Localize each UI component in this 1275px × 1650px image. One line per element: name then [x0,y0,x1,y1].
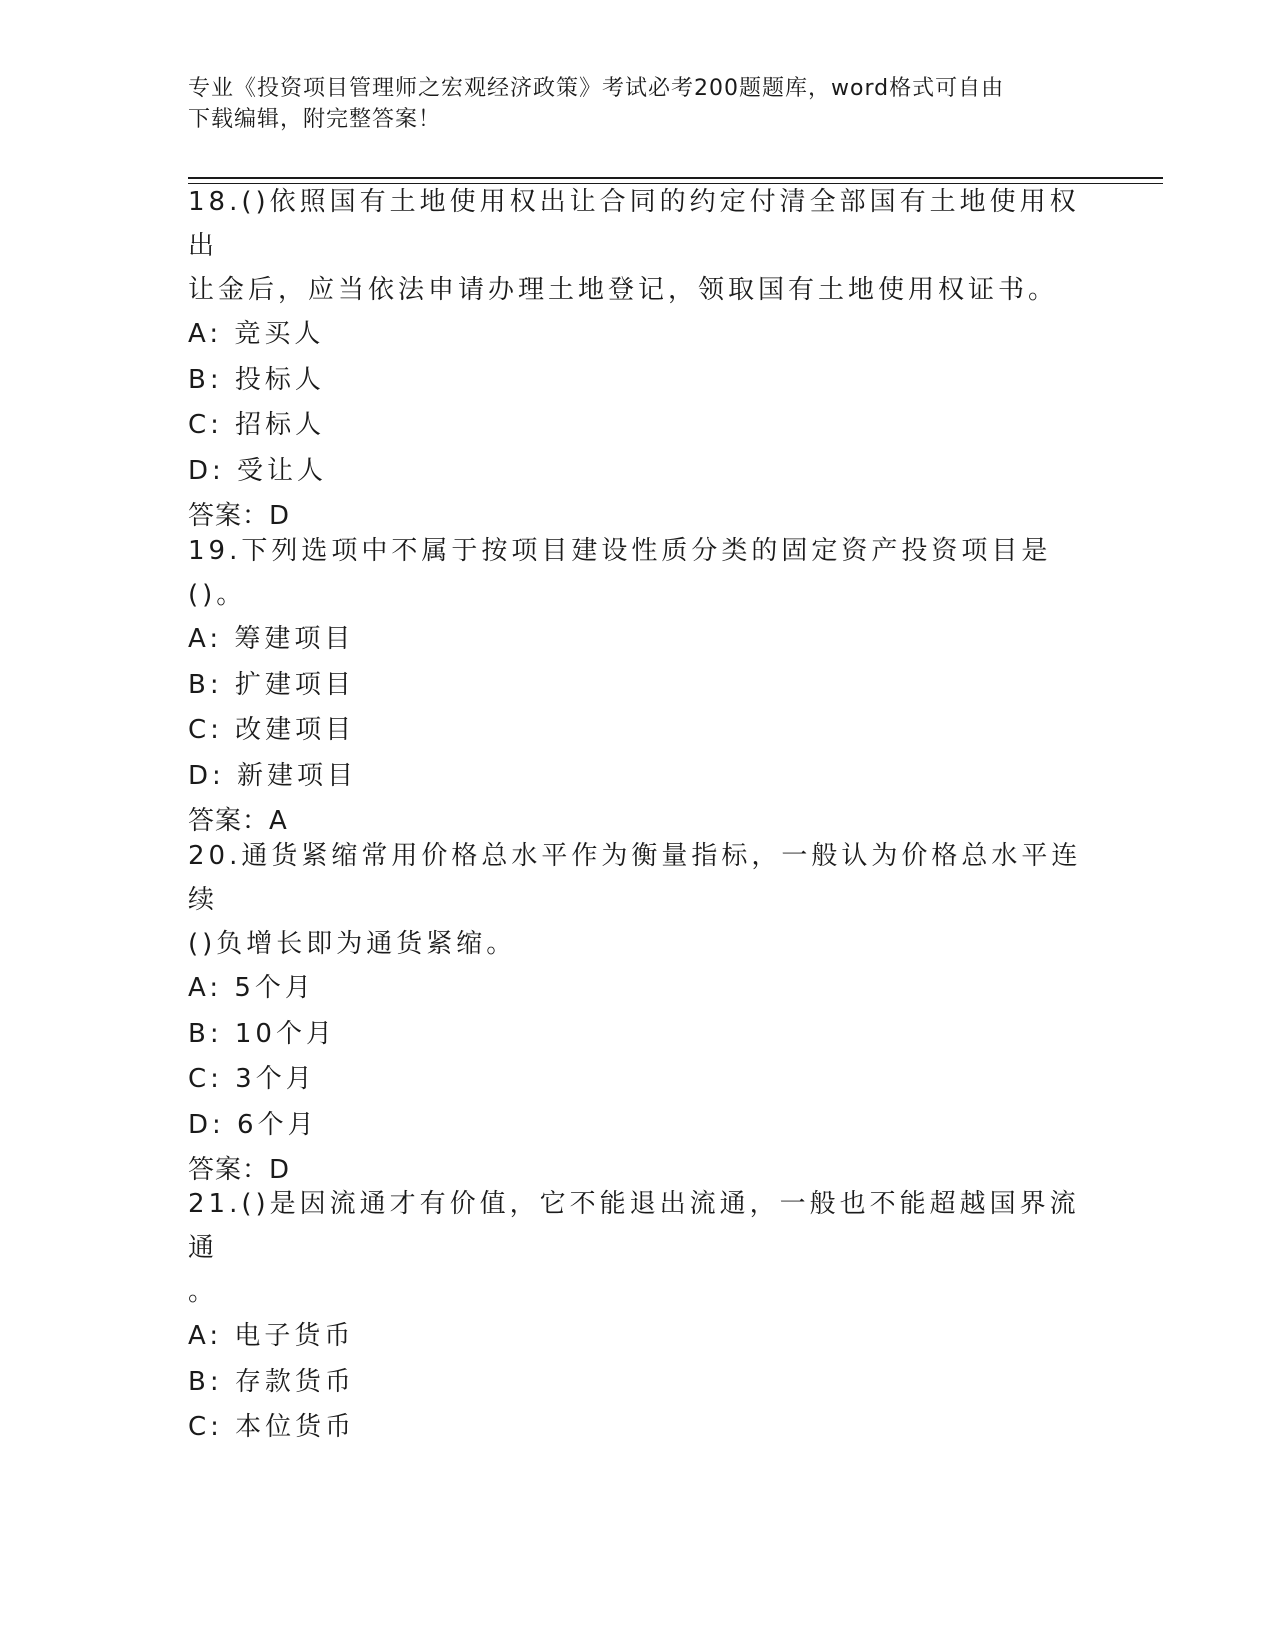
option-a: A: 筹建项目 [188,624,355,654]
answer-line: 答案：A [188,806,288,836]
option-c: C: 3个月 [188,1064,316,1094]
header-line-1: 专业《投资项目管理师之宏观经济政策》考试必考200题题库，word格式可自由 [188,76,1005,101]
document-header [188,73,1068,135]
question-stem-line: ()负增长即为通货紧缩。 [188,929,517,959]
option-a: A: 竞买人 [188,319,325,349]
option-d: D: 受让人 [188,455,328,486]
header-line-2: 下载编辑，附完整答案！ [188,107,442,132]
option-b: B: 10个月 [188,1018,336,1049]
question-stem-line: 让金后，应当依法申请办理土地登记，领取国有土地使用权证书。 [188,275,1059,305]
question-stem-line: 18.()依照国有土地使用权出让合同的约定付清全部国有土地使用权出 [188,187,1080,261]
question-20 [188,834,1088,1192]
option-a: A: 电子货币 [188,1321,355,1351]
header-divider-thick [188,177,1163,179]
question-19 [188,529,1088,843]
option-c: C: 本位货币 [188,1412,356,1442]
option-d: D: 6个月 [188,1109,318,1140]
option-b: B: 存款货币 [188,1366,355,1397]
question-stem-line: 19.下列选项中不属于按项目建设性质分类的固定资产投资项目是()。 [188,536,1052,610]
answer-line: 答案：D [188,1155,291,1185]
answer-line: 答案：D [188,501,291,531]
question-18 [188,180,1088,538]
option-c: C: 招标人 [188,410,326,440]
question-stem-line: 20.通货紧缩常用价格总水平作为衡量指标，一般认为价格总水平连续 [188,841,1082,915]
question-stem-line: 。 [188,1277,219,1307]
option-a: A: 5个月 [188,973,315,1003]
question-stem-line: 21.()是因流通才有价值，它不能退出流通，一般也不能超越国界流通 [188,1189,1080,1263]
option-d: D: 新建项目 [188,760,358,791]
option-b: B: 扩建项目 [188,669,355,700]
option-b: B: 投标人 [188,364,325,395]
question-21 [188,1182,1088,1451]
option-c: C: 改建项目 [188,715,356,745]
